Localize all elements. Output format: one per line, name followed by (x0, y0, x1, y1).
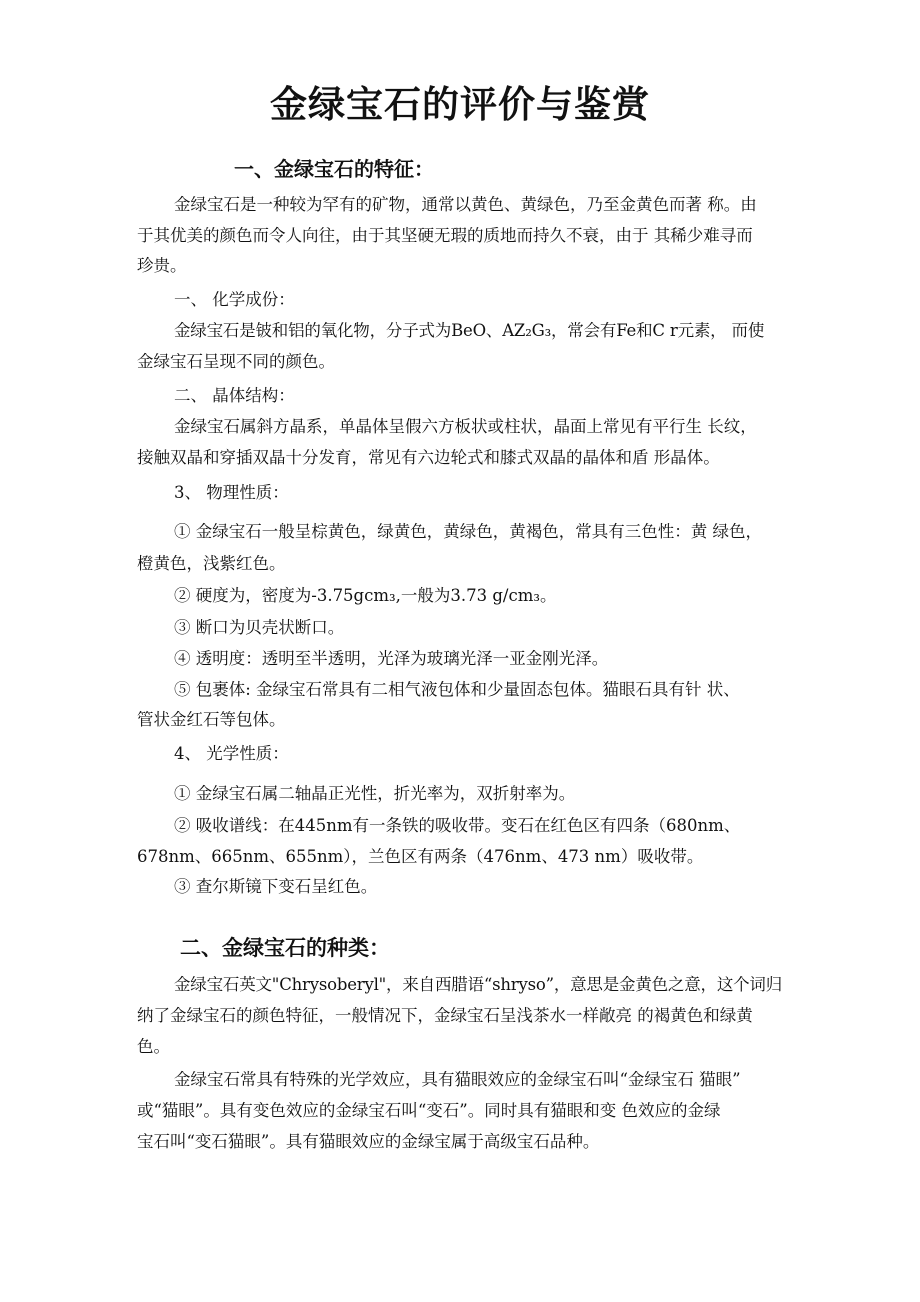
intro-line-2: 于其优美的颜色而令人向往，由于其坚硬无瑕的质地而持久不衰，由于 其稀少难寻而 (137, 226, 753, 245)
phys-line-2: 橙黄色，浅紫红色。 (137, 554, 286, 573)
types-para2-line-3: 宝石叫“变石猫眼”。具有猫眼效应的金绿宝属于高级宝石品种。 (137, 1132, 600, 1151)
phys-line-3: ② 硬度为，密度为-3.75gcm₃,一般为3.73 g/cm₃。 (174, 586, 557, 605)
optic-line-4: ③ 查尔斯镜下变石呈红色。 (174, 877, 378, 896)
phys-line-5: ④ 透明度：透明至半透明，光泽为玻璃光泽一亚金刚光泽。 (174, 649, 609, 668)
optic-heading: 4、 光学性质： (174, 744, 289, 763)
intro-line-1: 金绿宝石是一种较为罕有的矿物，通常以黄色、黄绿色，乃至金黄色而著 称。由 (174, 195, 757, 214)
types-para2-line-1: 金绿宝石常具有特殊的光学效应，具有猫眼效应的金绿宝石叫“金绿宝石 猫眼” (174, 1070, 741, 1089)
intro-line-3: 珍贵。 (137, 256, 187, 275)
phys-line-6: ⑤ 包裹体: 金绿宝石常具有二相气液包体和少量固态包体。猫眼石具有针 状、 (174, 680, 740, 699)
types-para1-line-2: 纳了金绿宝石的颜色特征，一般情况下，金绿宝石呈浅茶水一样敞亮 的褐黄色和绿黄 (137, 1006, 753, 1025)
types-para1-line-1: 金绿宝石英文"Chrysoberyl"，来自西腊语“shryso”，意思是金黄色之意，这个词归 (174, 975, 783, 994)
optic-line-1: ① 金绿宝石属二轴晶正光性，折光率为，双折射率为。 (174, 784, 576, 803)
optic-line-2: ② 吸收谱线：在445nm有一条铁的吸收带。变石在红色区有四条（680nm、 (174, 816, 741, 835)
section2-heading: 二、金绿宝石的种类： (180, 935, 390, 960)
crystal-heading: 二、 晶体结构： (174, 386, 295, 405)
phys-line-4: ③ 断口为贝壳状断口。 (174, 618, 345, 637)
chem-heading: 一、 化学成份： (174, 290, 295, 309)
optic-line-3: 678nm、665nm、655nm），兰色区有两条（476nm、473 nm）吸收带。 (137, 847, 704, 866)
types-para2-line-2: 或“猫眼”。具有变色效应的金绿宝石叫“变石”。同时具有猫眼和变 色效应的金绿 (137, 1101, 721, 1120)
chem-line-1: 金绿宝石是铍和铝的氧化物，分子式为BeO、AZ₂G₃，常会有Fe和C r元素， 而使 (174, 321, 765, 340)
crystal-line-1: 金绿宝石属斜方晶系，单晶体呈假六方板状或柱状，晶面上常见有平行生 长纹， (174, 417, 757, 436)
chem-line-2: 金绿宝石呈现不同的颜色。 (137, 352, 335, 371)
types-para1-line-3: 色。 (137, 1037, 170, 1056)
crystal-line-2: 接触双晶和穿插双晶十分发育，常见有六边轮式和膝式双晶的晶体和盾 形晶体。 (137, 448, 720, 467)
section1-heading: 一、金绿宝石的特征： (234, 157, 434, 181)
page-title: 金绿宝石的评价与鉴赏 (270, 83, 650, 126)
phys-heading: 3、 物理性质： (174, 483, 289, 502)
phys-line-7: 管状金红石等包体。 (137, 710, 286, 729)
phys-line-1: ① 金绿宝石一般呈棕黄色，绿黄色，黄绿色，黄褐色，常具有三色性：黄 绿色， (174, 522, 762, 541)
